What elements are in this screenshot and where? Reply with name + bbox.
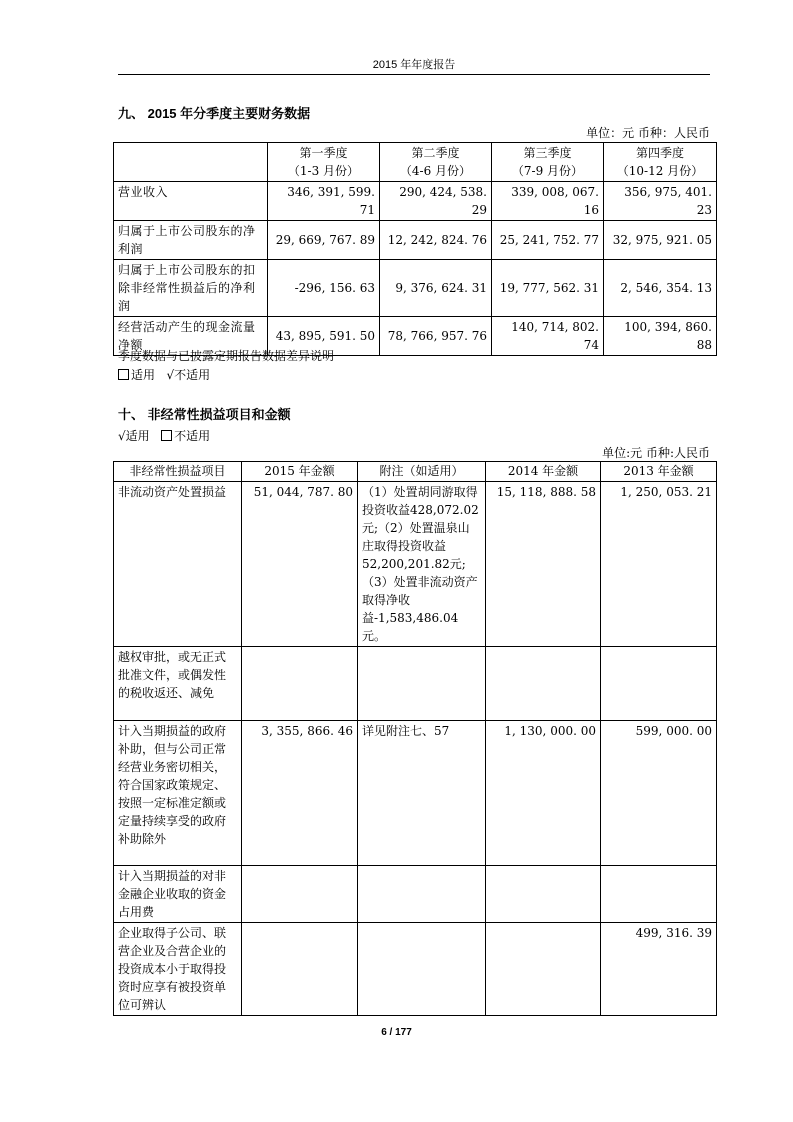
y2015-header: 2015 年金额: [242, 462, 358, 482]
value-cell: 29, 669, 767. 89: [268, 221, 380, 260]
y2014-cell: 15, 118, 888. 58: [486, 482, 601, 647]
section-10-unit: 单位:元 币种:人民币: [602, 446, 710, 460]
not-applicable-label: √不适用: [166, 368, 211, 382]
item-cell: 企业取得子公司、联营企业及合营企业的投资成本小于取得投资时应享有被投资单位可辨认: [114, 923, 242, 1016]
report-header: 2015 年年度报告: [118, 56, 710, 75]
y2015-cell: [242, 866, 358, 923]
table-row: [114, 221, 717, 260]
section-9-unit: 单位：元 币种：人民币: [586, 126, 710, 140]
note-header: 附注（如适用）: [358, 462, 486, 482]
y2014-cell: [486, 923, 601, 1016]
y2014-cell: [486, 647, 601, 721]
applicable-label: 适用: [131, 368, 156, 382]
value-cell: 290, 424, 538. 29: [380, 182, 492, 221]
value-cell: 339, 008, 067. 16: [492, 182, 604, 221]
y2013-cell: 599, 000. 00: [601, 721, 717, 866]
table-row: [114, 482, 717, 647]
value-cell: 19, 777, 562. 31: [492, 260, 604, 317]
section-9-applicability: [118, 366, 210, 383]
note-cell: 详见附注七、57: [358, 721, 486, 866]
note-cell: （1）处置胡同游取得投资收益428,072.02元;（2）处置温泉山庄取得投资收益52,200,201.82元;（3）处置非流动资产取得净收益-1,583,486.04元。: [358, 482, 486, 647]
value-cell: 43, 895, 591. 50: [268, 317, 380, 356]
value-cell: 356, 975, 401. 23: [604, 182, 717, 221]
y2014-header: 2014 年金额: [486, 462, 601, 482]
row-label: 经营活动产生的现金流量净额: [114, 317, 268, 356]
value-cell: 100, 394, 860. 88: [604, 317, 717, 356]
y2015-cell: 51, 044, 787. 80: [242, 482, 358, 647]
value-cell: 78, 766, 957. 76: [380, 317, 492, 356]
table-header-row: [114, 462, 717, 482]
item-cell: 计入当期损益的政府补助，但与公司正常经营业务密切相关，符合国家政策规定、按照一定标准定额或定量持续享受的政府补助除外: [114, 721, 242, 866]
value-cell: 2, 546, 354. 13: [604, 260, 717, 317]
y2013-cell: 499, 316. 39: [601, 923, 717, 1016]
value-cell: -296, 156. 63: [268, 260, 380, 317]
y2014-cell: [486, 866, 601, 923]
table-row: [114, 647, 717, 721]
table-row: [114, 866, 717, 923]
value-cell: 25, 241, 752. 77: [492, 221, 604, 260]
q1-header: 第一季度 （1-3 月份）: [268, 143, 380, 182]
item-header: 非经常性损益项目: [114, 462, 242, 482]
q2-header: 第二季度 （4-6 月份）: [380, 143, 492, 182]
row-label: 归属于上市公司股东的扣除非经常性损益后的净利润: [114, 260, 268, 317]
diff-note: 季度数据与已披露定期报告数据差异说明: [118, 349, 335, 363]
not-applicable-label: 不适用: [174, 429, 211, 443]
unchecked-box-icon: [161, 430, 172, 441]
q4-header: 第四季度 （10-12 月份）: [604, 143, 717, 182]
note-cell: [358, 923, 486, 1016]
table-row: [114, 260, 717, 317]
note-cell: [358, 647, 486, 721]
table-header-row: [114, 143, 717, 182]
value-cell: 346, 391, 599. 71: [268, 182, 380, 221]
table-row: [114, 923, 717, 1016]
y2013-cell: 1, 250, 053. 21: [601, 482, 717, 647]
y2013-header: 2013 年金额: [601, 462, 717, 482]
item-cell: 非流动资产处置损益: [114, 482, 242, 647]
page-number: 6 / 177: [381, 1027, 412, 1038]
section-10-heading: 十、 非经常性损益项目和金额: [118, 407, 291, 422]
y2015-cell: [242, 647, 358, 721]
value-cell: 140, 714, 802. 74: [492, 317, 604, 356]
y2015-cell: 3, 355, 866. 46: [242, 721, 358, 866]
y2013-cell: [601, 866, 717, 923]
item-cell: 越权审批，或无正式批准文件，或偶发性的税收返还、减免: [114, 647, 242, 721]
y2015-cell: [242, 923, 358, 1016]
row-label: 归属于上市公司股东的净利润: [114, 221, 268, 260]
section-9-heading: 九、 2015 年分季度主要财务数据: [118, 106, 311, 121]
row-label: 营业收入: [114, 182, 268, 221]
item-cell: 计入当期损益的对非金融企业收取的资金占用费: [114, 866, 242, 923]
table-row: [114, 721, 717, 866]
y2013-cell: [601, 647, 717, 721]
q3-header: 第三季度 （7-9 月份）: [492, 143, 604, 182]
unchecked-box-icon: [118, 369, 129, 380]
value-cell: 9, 376, 624. 31: [380, 260, 492, 317]
quarterly-data-table: [113, 142, 717, 356]
non-recurring-items-table: [113, 461, 717, 1016]
applicable-label: √适用: [118, 429, 150, 443]
section-10-applicability: [118, 427, 210, 444]
value-cell: 12, 242, 824. 76: [380, 221, 492, 260]
note-cell: [358, 866, 486, 923]
corner-cell: [114, 143, 268, 182]
table-row: [114, 182, 717, 221]
y2014-cell: 1, 130, 000. 00: [486, 721, 601, 866]
value-cell: 32, 975, 921. 05: [604, 221, 717, 260]
